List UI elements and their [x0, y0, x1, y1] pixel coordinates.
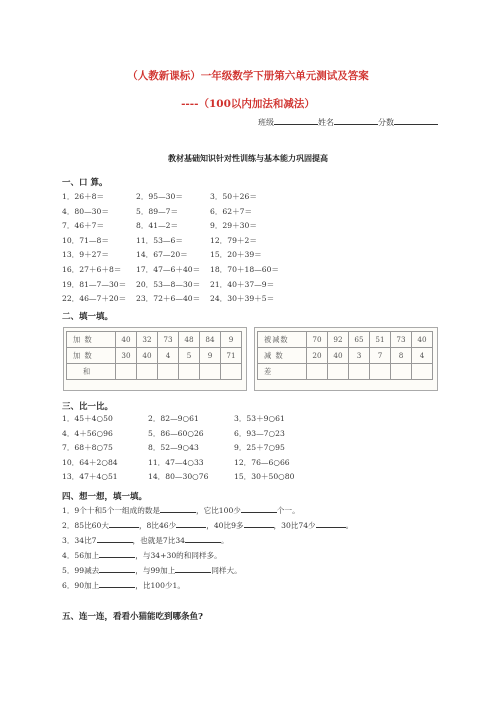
answer-blank[interactable]: [99, 565, 135, 573]
table-row-label: 减 数: [258, 348, 307, 364]
question-text: 5．99减去: [62, 566, 100, 575]
answer-blank[interactable]: [99, 580, 135, 588]
table-cell: 92: [328, 332, 349, 348]
answer-cell[interactable]: [412, 364, 433, 380]
fill-question-5: [62, 565, 242, 576]
subtraction-table: [257, 331, 433, 380]
question-text: 。: [345, 521, 354, 530]
table-row: [258, 364, 433, 380]
exercise-item: 6．93—7○23: [234, 428, 285, 438]
section-2-title: 二、填一填。: [62, 312, 114, 322]
section-1-title: 一、口 算。: [62, 178, 108, 188]
fill-question-6: [62, 580, 185, 591]
exercise-item: 15．20＋39＝: [210, 250, 262, 260]
exercise-item: 18．70＋18—60＝: [210, 265, 280, 274]
answer-blank[interactable]: [316, 520, 346, 528]
exercise-row: [62, 235, 290, 246]
table-cell: 9: [221, 332, 242, 348]
table-cell: 73: [391, 332, 412, 348]
exercise-item: 12．79＋2＝: [210, 235, 257, 245]
table-row: [67, 332, 242, 348]
exercise-row: [62, 206, 290, 217]
question-text: 2．85比60大: [62, 521, 109, 530]
question-text: ，它比100少: [196, 506, 241, 515]
answer-blank[interactable]: [176, 520, 206, 528]
exercise-item: 20．53—8—30＝: [136, 279, 201, 289]
question-text: ，30比74少: [273, 521, 316, 530]
table-cell: 32: [137, 332, 158, 348]
exercise-item: 14．67—20＝: [136, 250, 188, 260]
exercise-item: 1．45＋4○50: [62, 414, 113, 423]
table-cell: 3: [349, 348, 370, 364]
answer-cell[interactable]: [370, 364, 391, 380]
table-cell: 73: [158, 332, 179, 348]
answer-blank[interactable]: [97, 535, 133, 543]
table-row: [258, 348, 433, 364]
table-cell: 84: [200, 332, 221, 348]
table-cell: 20: [307, 348, 328, 364]
question-text: ，比100少1。: [135, 581, 185, 590]
table-cell: 4: [158, 348, 179, 364]
fill-question-1: [62, 505, 300, 516]
score-label: 分数: [378, 118, 394, 127]
table-row: [67, 348, 242, 364]
exercise-item: 19．81—7—30＝: [62, 279, 127, 289]
table-row-label: 加 数: [67, 348, 116, 364]
table-cell: 40: [116, 332, 137, 348]
exercise-item: 2．95—30＝: [136, 192, 183, 201]
question-text: 同样大。: [211, 566, 242, 575]
exercise-row: [62, 191, 290, 202]
addition-table: [66, 331, 242, 380]
table-cell: 51: [370, 332, 391, 348]
exercise-item: 5．86—60○26: [148, 428, 204, 438]
exercise-item: 4．4＋56○96: [62, 428, 113, 438]
exercise-item: 21．40＋37—9＝: [210, 279, 275, 289]
exercise-item: 23．72＋6—40＝: [136, 294, 201, 304]
exercise-row: [62, 428, 320, 439]
exercise-row: [62, 471, 320, 482]
question-text: 。: [220, 536, 229, 545]
intro-heading: 教材基础知识针对性训练与基本能力巩固提高: [168, 153, 328, 163]
answer-cell[interactable]: [179, 364, 200, 380]
question-text: 1．9个十和5个一组成的数是: [62, 506, 161, 515]
exercise-item: 9．29＋30＝: [210, 221, 257, 231]
answer-cell[interactable]: [349, 364, 370, 380]
exercise-item: 16．27＋6＋8＝: [62, 265, 122, 274]
answer-cell[interactable]: [307, 364, 328, 380]
table-row-label: 差: [258, 364, 307, 380]
table-cell: 8: [391, 348, 412, 364]
answer-blank[interactable]: [185, 535, 221, 543]
table-row: [67, 364, 242, 380]
exercise-item: 10．71—8＝: [62, 235, 109, 245]
exercise-item: 2．82—9○61: [148, 414, 199, 423]
answer-blank[interactable]: [160, 505, 196, 513]
table-row-label: 加 数: [67, 332, 116, 348]
section-5-title: 五、连一连，看看小猫能吃到哪条鱼?: [62, 612, 203, 622]
exercise-row: [62, 442, 320, 453]
score-blank[interactable]: [394, 117, 438, 125]
answer-blank[interactable]: [175, 565, 211, 573]
exercise-item: 5．89—7＝: [136, 206, 179, 216]
table-cell: 5: [179, 348, 200, 364]
exercise-item: 10．64＋2○84: [62, 457, 118, 467]
exercise-item: 4．80—30＝: [62, 206, 109, 216]
exercise-item: 1．26＋8＝: [62, 192, 105, 201]
question-text: ，与99加上: [135, 566, 176, 575]
table-cell: 71: [221, 348, 242, 364]
exercise-item: 13．47＋4○51: [62, 472, 118, 482]
fill-question-4: [62, 550, 222, 561]
exercise-item: 13．9＋27＝: [62, 250, 109, 260]
answer-blank[interactable]: [109, 520, 139, 528]
exercise-row: [62, 293, 290, 304]
exercise-item: 17．47—6＋40＝: [136, 265, 201, 274]
table-cell: 65: [349, 332, 370, 348]
answer-cell[interactable]: [116, 364, 137, 380]
exercise-row: [62, 249, 290, 260]
class-blank[interactable]: [274, 117, 318, 125]
exercise-row: [62, 220, 290, 231]
exercise-row: [62, 264, 290, 275]
table-row-label: 被减数: [258, 332, 307, 348]
question-text: 6．90加上: [62, 581, 100, 590]
answer-cell[interactable]: [391, 364, 412, 380]
answer-cell[interactable]: [137, 364, 158, 380]
exercise-item: 7．68＋8○75: [62, 443, 113, 453]
page-subtitle: ----（100以内加法和减法）: [181, 98, 315, 110]
fill-question-3: [62, 535, 229, 546]
question-text: 3．34比7: [62, 536, 97, 545]
table-cell: 40: [137, 348, 158, 364]
exercise-item: 11．47—4○33: [148, 457, 204, 467]
student-info-line: [258, 117, 438, 128]
table-cell: 4: [412, 348, 433, 364]
table-cell: 48: [179, 332, 200, 348]
answer-blank[interactable]: [99, 550, 135, 558]
answer-cell[interactable]: [158, 364, 179, 380]
exercise-item: 15．30＋50○80: [234, 472, 295, 482]
table-row-label: 和: [67, 364, 116, 380]
exercise-item: 3．50＋26＝: [210, 192, 257, 201]
section-3-title: 三、比一比。: [62, 402, 114, 412]
table-cell: 40: [328, 348, 349, 364]
exercise-row: [62, 457, 320, 468]
exercise-item: 3．53＋9○61: [234, 414, 285, 423]
exercise-item: 24．30＋39＋5＝: [210, 294, 275, 304]
question-text: ，与34+30的和同样多。: [135, 551, 222, 560]
exercise-item: 12．76—6○66: [234, 457, 290, 467]
section-4-title: 四、想一想，填一填。: [62, 492, 148, 502]
answer-cell[interactable]: [328, 364, 349, 380]
exercise-row: [62, 413, 320, 424]
table-cell: 40: [412, 332, 433, 348]
exercise-item: 7．46＋7＝: [62, 221, 105, 231]
answer-blank[interactable]: [241, 505, 277, 513]
answer-cell[interactable]: [221, 364, 242, 380]
table-cell: 30: [116, 348, 137, 364]
fill-question-2: [62, 520, 353, 531]
name-label: 姓名: [318, 118, 334, 127]
answer-cell[interactable]: [200, 364, 221, 380]
table-cell: 9: [200, 348, 221, 364]
exercise-item: 8．52—9○43: [148, 443, 199, 453]
name-blank[interactable]: [334, 117, 378, 125]
question-text: 4．56加上: [62, 551, 100, 560]
table-row: [258, 332, 433, 348]
answer-blank[interactable]: [244, 520, 274, 528]
exercise-item: 8．41—2＝: [136, 221, 179, 231]
class-label: 班级: [258, 118, 274, 127]
exercise-item: 11．53—6＝: [136, 235, 183, 245]
exercise-item: 22．46—7＋20＝: [62, 294, 127, 304]
question-text: ，40比9多: [206, 521, 244, 530]
table-cell: 7: [370, 348, 391, 364]
table-cell: 70: [307, 332, 328, 348]
exercise-item: 6．62＋7＝: [210, 206, 253, 216]
exercise-item: 9．25＋7○95: [234, 443, 285, 453]
question-text: ，8比46少: [138, 521, 177, 530]
exercise-item: 14．80—30○76: [148, 472, 209, 482]
page-title: （人教新课标）一年级数学下册第六单元测试及答案: [127, 70, 369, 82]
question-text: ，也就是7比34: [132, 536, 185, 545]
question-text: 个一。: [276, 506, 300, 515]
exercise-row: [62, 279, 290, 290]
